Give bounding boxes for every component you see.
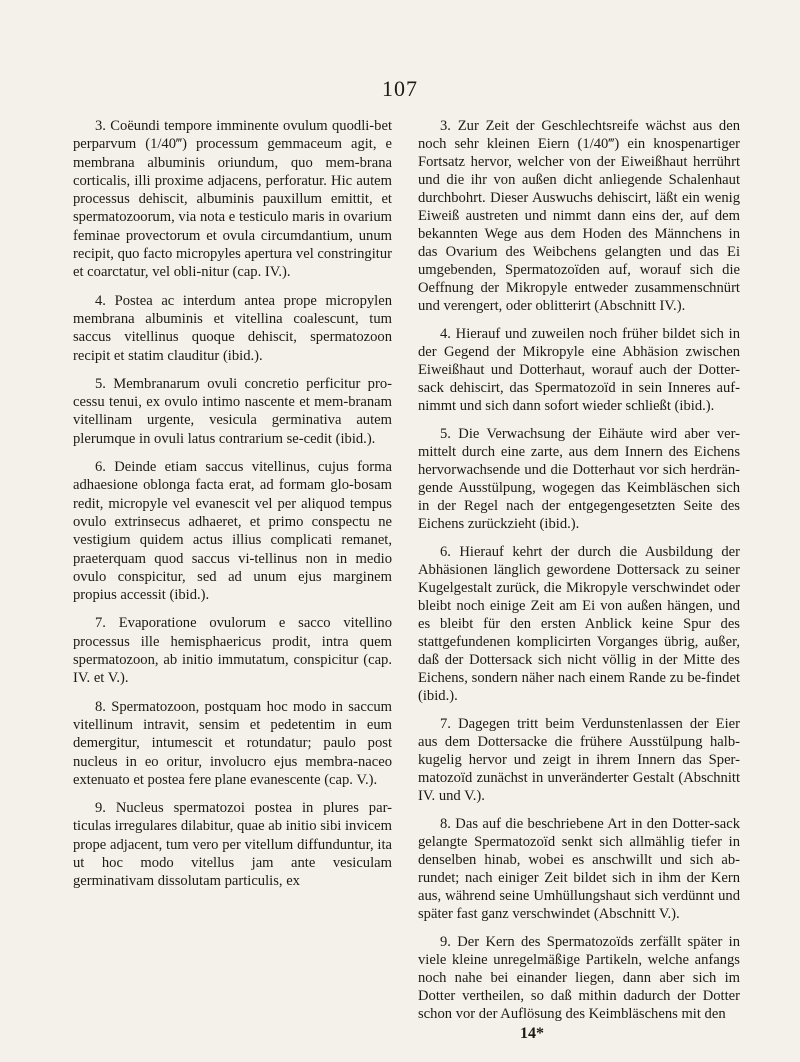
german-paragraph-3: 3. Zur Zeit der Geschlechtsreife wächst aus den noch sehr kleinen Eiern (1/40‴) ein knospenartiger Fortsatz hervor, welcher von der Eiweißhaut herrührt und die ihr von außen dicht anliegende Schalenhaut durchbohrt. Dieser Auswuchs dehiscirt, läßt ein wenig Eiweiß austreten und nimmt dann eins der, auf dem bekannten Wege aus dem Hoden des Männchens in das Ovarium des Weibchens gelangten und das Ei umgebenden, Spermatozoïden auf, worauf sich die Oeffnung der Mikropyle entweder zusammenschnürt und verengert, oder oblitterirt (Abschnitt IV.).: [418, 118, 740, 314]
german-paragraph-6: 6. Hierauf kehrt der durch die Ausbildung der Abhäsionen länglich gewordene Dottersack zu seiner Kugelgestalt zurück, die Mikropyle verschwindet oder bleibt noch einige Zeit am Ei von außen hängen, und es bleibt für den ersten Anblick keine Spur des stattgefundenen komplicirten Vorganges übrig, außer, daß der Dottersack sich nicht völlig in der Mitte des Eichens, sondern näher nach einem Rande zu be-findet (ibid.).: [418, 544, 740, 704]
latin-paragraph-5: 5. Membranarum ovuli concretio perficitur pro-cessu tenui, ex ovulo intimo nascente et mem-branam vitellinam urgente, vesicula germinativa autem plerumque in ovuli latus contrarium se-cedit (ibid.).: [73, 375, 392, 447]
latin-paragraph-4: 4. Postea ac interdum antea prope micropylen membrana albuminis et vitellina coalescunt, tum saccus vitellinus quoque dehiscit, spermatozoon recipit et statim clauditur (ibid.).: [73, 292, 392, 364]
page-number: 107: [382, 76, 418, 101]
latin-paragraph-7: 7. Evaporatione ovulorum e sacco vitellino processus ille hemisphaericus prodit, intra quem spermatozoon, ab initio immutatum, conspicitur (cap. IV. et V.).: [73, 615, 392, 687]
latin-paragraph-8: 8. Spermatozoon, postquam hoc modo in saccum vitellinum intravit, sensim et pedetentim in eum demergitur, intumescit et rotundatur; paulo post nucleus in eo oritur, involucro ejus membra-naceo extenuato et postea fere plane evanescente (cap. V.).: [73, 698, 392, 788]
latin-paragraph-9: 9. Nucleus spermatozoi postea in plures par-ticulas irregulares dilabitur, quae ab initio sibi invicem prope adjacent, tum vero per vitellum diffunduntur, ita ut hoc modo vitellus jam ante vesiculam germinativam dissolutam particulis, ex: [73, 800, 392, 890]
latin-paragraph-6: 6. Deinde etiam saccus vitellinus, cujus forma adhaesione oblonga facta erat, ad formam glo-bosam redit, micropyle vel evanescit vel per aliquod tempus ovulo extrinsecus adhaeret, et primo conspectu ne vestigium quidem actus illius complicati remanet, praeterquam quod saccus vi-tellinus non in medio ovulo conspicitur, sed ad unum ejus marginem propius accessit (ibid.).: [73, 459, 392, 604]
latin-column: [73, 117, 392, 901]
printer-signature-mark: 14*: [520, 1025, 544, 1042]
german-paragraph-5: 5. Die Verwachsung der Eihäute wird aber ver-mittelt durch eine zarte, aus dem Innern des Eichens hervorwachsende und die Dotterhaut vor sich herdrän-gende Ausstülpung, wogegen das Keimbläschen sich in der Regel nach der entgegengesetzten Seite des Eichens zurückzieht (ibid.).: [418, 426, 740, 532]
latin-paragraph-3: 3. Coëundi tempore imminente ovulum quodli-bet perparvum (1/40‴) processum gemmaceum agit, e membrana albuminis oriundum, quo mem-brana corticalis, illi proxime adjacens, perforatur. Hic autem processus dehiscit, albuminis pauxillum emittit, et spermatozoorum, via nota e testiculo maris in ovarium feminae provectorum et ovula circumdantium, unum recipit, quo facto micropyles apertura vel constringitur et coarctatur, vel obli-nitur (cap. IV.).: [73, 118, 392, 281]
german-paragraph-4: 4. Hierauf und zuweilen noch früher bildet sich in der Gegend der Mikropyle eine Abhäsion zwischen Eiweißhaut und Dotterhaut, worauf auch der Dotter-sack dehiscirt, das Spermatozoïd in sein Inneres auf-nimmt und sich dann sofort wieder schließt (ibid.).: [418, 326, 740, 414]
german-paragraph-8: 8. Das auf die beschriebene Art in den Dotter-sack gelangte Spermatozoïd senkt sich allmählig tiefer in denselben hinab, wobei es anschwillt und sich ab-rundet; nach einiger Zeit bildet sich in ihm der Kern aus, während seine Umhüllungshaut sich verdünnt und später fast ganz verschwindet (Abschnitt V.).: [418, 816, 740, 922]
german-column: [418, 117, 740, 1033]
german-paragraph-7: 7. Dagegen tritt beim Verdunstenlassen der Eier aus dem Dottersacke die frühere Ausstülpung halb-kugelig hervor und zeigt in ihrem Innern das Sper-matozoïd zunächst in unveränderter Gestalt (Abschnitt IV. und V.).: [418, 716, 740, 804]
german-paragraph-9: 9. Der Kern des Spermatozoïds zerfällt später in viele kleine unregelmäßige Partikeln, welche anfangs noch nahe bei einander liegen, dann aber sich im Dotter vertheilen, so daß mithin dadurch der Dotter schon vor der Auflösung des Keimbläschens mit den: [418, 934, 740, 1022]
